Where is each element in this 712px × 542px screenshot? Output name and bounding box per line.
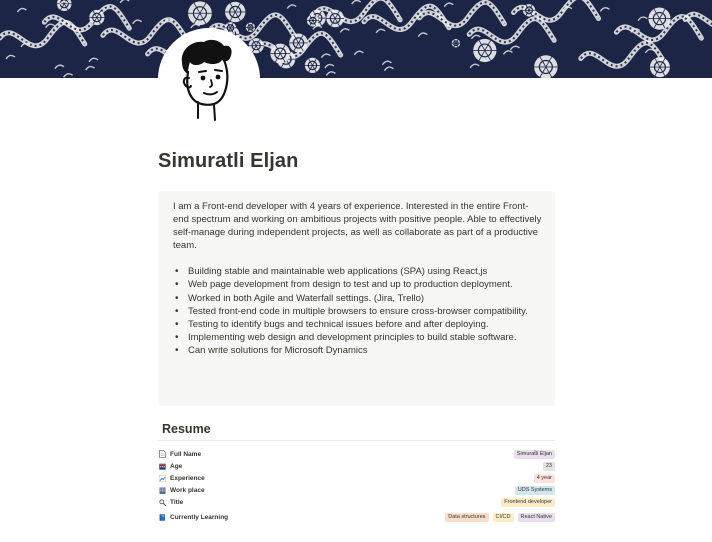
tag[interactable]: React Native — [518, 513, 556, 522]
tag[interactable]: Data structures — [445, 513, 488, 522]
resume-properties — [158, 448, 555, 523]
tag[interactable]: 4 year — [534, 474, 555, 483]
property-work-place-label: Work place — [170, 486, 205, 494]
tag[interactable]: Simuraẗli Eljan — [514, 450, 555, 459]
building-icon — [158, 486, 166, 494]
tag[interactable]: UDS Systems — [515, 486, 555, 495]
skills-list-item: • Building stable and maintainable web applications (SPA) using React,js — [173, 265, 543, 278]
resume-divider — [158, 440, 555, 441]
property-values — [543, 460, 555, 472]
property-age[interactable] — [158, 460, 555, 472]
skills-list-item: • Testing to identify bugs and technical issues before and after deploying. — [173, 318, 543, 331]
property-label — [158, 513, 228, 521]
property-title-label: Title — [170, 498, 184, 506]
page-title[interactable]: Simuratli Eljan — [158, 150, 299, 172]
page-icon-avatar[interactable] — [158, 28, 260, 130]
resume-heading[interactable]: Resume — [162, 422, 211, 436]
skills-list-item: • Implementing web design and development principles to build stable software. — [173, 331, 543, 344]
property-currently-learning[interactable] — [158, 511, 555, 523]
dragon-pattern-illustration — [0, 0, 712, 78]
skills-list-item: • Tested front-end code in multiple browsers to ensure cross-browser compatibility. — [173, 305, 543, 318]
skills-list-item: • Can write solutions for Microsoft Dynamics — [173, 344, 543, 357]
calendar-icon — [158, 462, 166, 470]
property-age-label: Age — [170, 462, 183, 470]
tag[interactable]: 23 — [543, 462, 555, 471]
property-experience[interactable] — [158, 472, 555, 484]
tag[interactable]: Frontend developer — [501, 498, 555, 507]
property-currently-learning-label: Currently Learning — [170, 513, 229, 521]
document-icon — [158, 450, 166, 458]
property-label — [158, 450, 201, 458]
property-work-place[interactable] — [158, 484, 555, 496]
property-experience-label: Experience — [170, 474, 205, 482]
property-full-name-label: Full Name — [170, 450, 202, 458]
property-title[interactable] — [158, 496, 555, 508]
property-label — [158, 486, 205, 494]
skills-list-item: • Worked in both Agile and Waterfall settings. (Jira, Trello) — [173, 292, 543, 305]
skills-list-item: • Web page development from design to test and up to production deployment. — [173, 278, 543, 291]
cover-image[interactable] — [0, 0, 712, 78]
property-label — [158, 498, 183, 506]
property-label — [158, 462, 182, 470]
about-intro-text: I am a Front-end developer with 4 years of experience. Interested in the entire Front-end spectrum and working on ambitious projects with positive people. Able to effectively self-manage during independent projects, as well as collaborate as part of a productive team. — [173, 201, 542, 252]
book-icon — [158, 513, 166, 521]
cartoon-face-avatar — [158, 28, 260, 130]
chart-icon — [158, 474, 166, 482]
property-values — [445, 511, 555, 523]
property-values — [515, 484, 555, 496]
property-label — [158, 474, 205, 482]
property-values — [514, 448, 555, 460]
magnifier-icon — [158, 498, 166, 506]
skills-list — [173, 265, 545, 357]
property-values — [501, 496, 555, 508]
tag[interactable]: CI/CD — [493, 513, 514, 522]
about-callout[interactable] — [158, 191, 555, 406]
property-values — [534, 472, 555, 484]
property-full-name[interactable] — [158, 448, 555, 460]
